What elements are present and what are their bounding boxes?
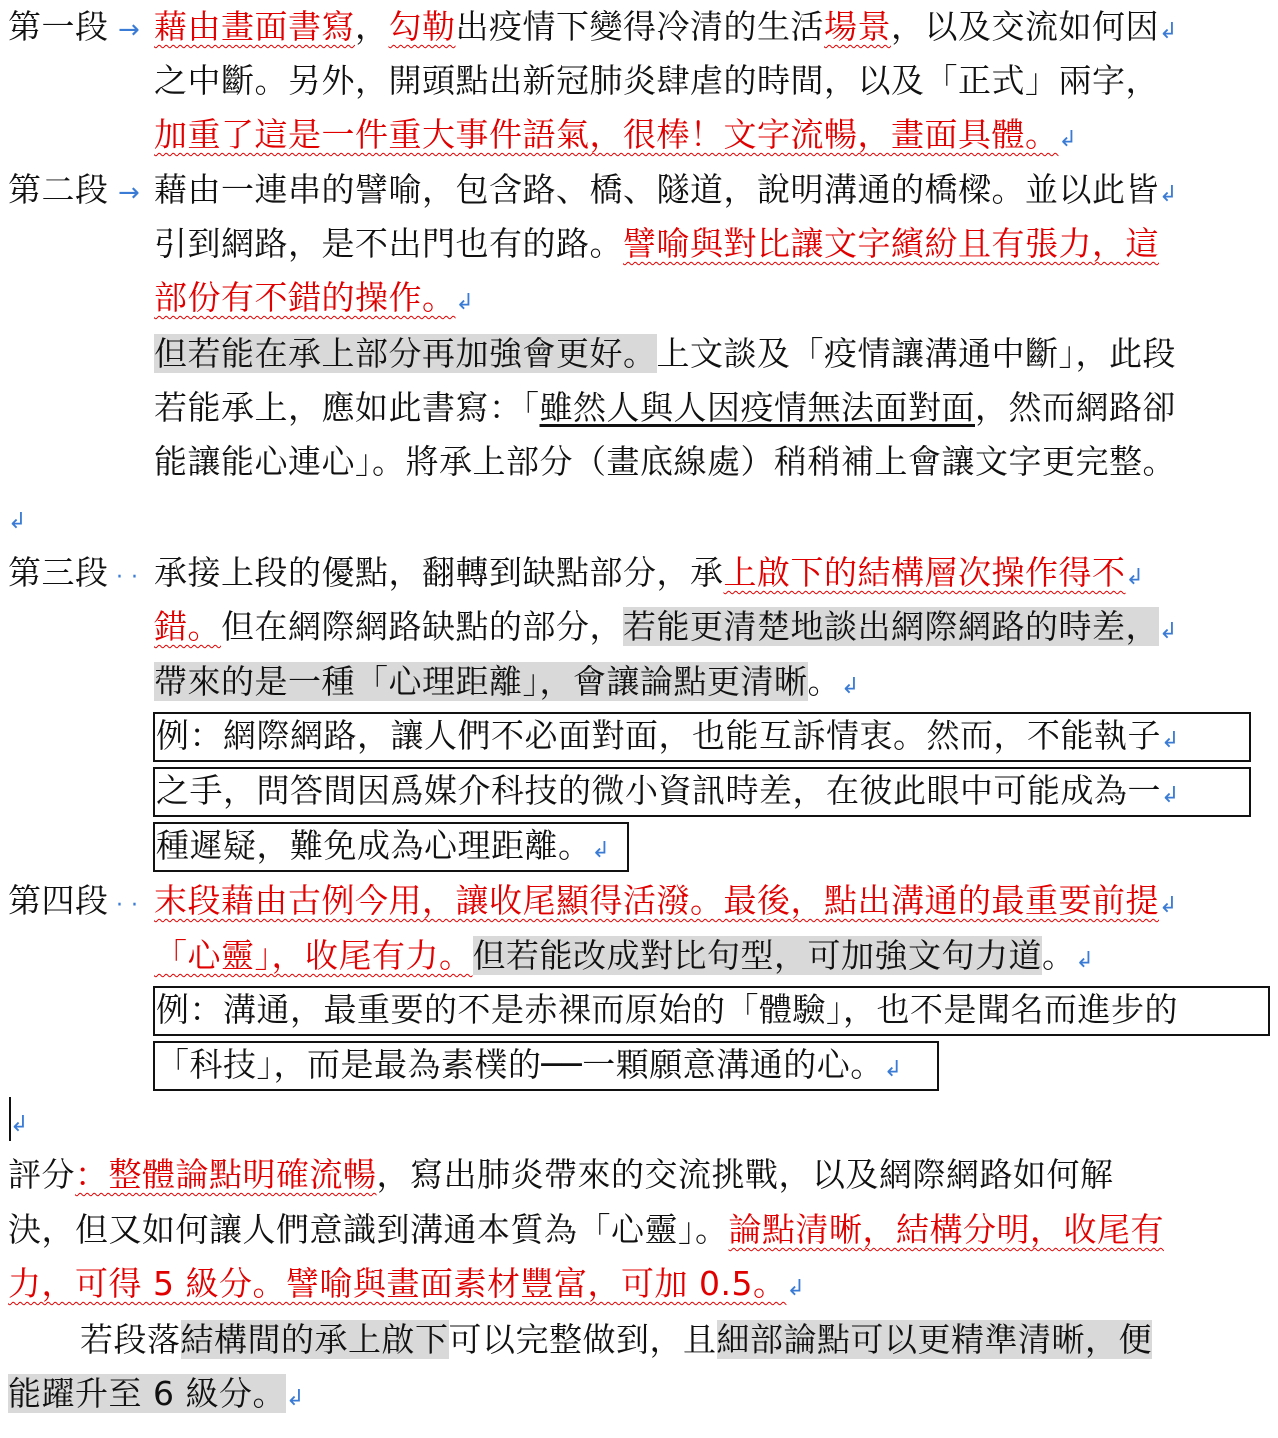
paragraph-mark-icon: ↲ bbox=[1159, 893, 1178, 918]
score-text-1: ，寫出肺炎帶來的交流挑戰，以及網際網路如何解 bbox=[376, 1155, 1114, 1194]
score-line-4 bbox=[80, 1313, 1152, 1367]
p3-line-3 bbox=[154, 655, 860, 709]
p4-comment-2: 「心靈」，收尾有力。 bbox=[154, 936, 473, 975]
p1-text-1: ， bbox=[355, 7, 389, 46]
p3-line-2 bbox=[154, 600, 1178, 654]
p2-label: 第二段 bbox=[8, 170, 109, 209]
p3-highlight-2: 帶來的是一種「心理距離」，會讓論點更清晰 bbox=[154, 662, 808, 701]
p2-text-2: 引到網路，是不出門也有的路。 bbox=[154, 224, 623, 263]
p2-text-6: 能讓能心連心」。將承上部分（畫底線處）稍稍補上會讓文字更完整。 bbox=[154, 442, 1176, 481]
p3-example-text-1: 例：網際網路，讓人們不必面對面，也能互訴情衷。然而，不能執子 bbox=[156, 716, 1161, 755]
p2-comment-1: 譬喻與對比讓文字繽紛且有張力，這 bbox=[623, 224, 1159, 263]
p2-underlined-text: 雖然人與人因疫情無法面對面 bbox=[539, 388, 975, 427]
p3-text-2: 但在網際網路缺點的部分， bbox=[221, 607, 623, 646]
paragraph-mark-icon: ↲ bbox=[1159, 182, 1178, 207]
paragraph-mark-icon: ↲ bbox=[841, 674, 860, 699]
p2-arrow-wrap bbox=[118, 163, 140, 217]
p3-comment-1: 上啟下的結構層次操作得不 bbox=[723, 553, 1126, 592]
paragraph-mark-icon: ↲ bbox=[1159, 619, 1178, 644]
p2-text-1: 藉由一連串的譬喻，包含路、橋、隧道，說明溝通的橋樑。並以此皆 bbox=[154, 170, 1159, 209]
p1-comment-2: 勾勒 bbox=[388, 7, 456, 46]
p4-example-line-2 bbox=[156, 1038, 903, 1092]
p3-comment-2: 錯。 bbox=[154, 607, 221, 646]
p4-dots-wrap bbox=[116, 874, 138, 928]
paragraph-mark-icon: ↲ bbox=[786, 1276, 806, 1301]
p4-example-text-2: 「科技」，而是最為素樸的──一顆願意溝通的心。 bbox=[156, 1045, 884, 1084]
p4-example-line-1 bbox=[156, 983, 1178, 1037]
paragraph-mark-icon: ↲ bbox=[1161, 783, 1180, 808]
p4-line-1-text bbox=[154, 874, 1178, 928]
p1-arrow-wrap bbox=[118, 0, 140, 54]
paragraph-mark-icon: ↲ bbox=[1075, 948, 1095, 973]
paragraph-mark-icon: ↲ bbox=[1125, 565, 1145, 590]
empty-line-1 bbox=[8, 490, 27, 544]
score-text-2: 決，但又如何讓人們意識到溝通本質為「心靈」。 bbox=[8, 1210, 729, 1249]
paragraph-mark-icon: ↲ bbox=[10, 1112, 29, 1137]
p2-text-5: ，然而網路卻 bbox=[975, 388, 1176, 427]
p3-example-text-3: 種遲疑，難免成為心理距離。 bbox=[156, 826, 592, 865]
score-text-3: 若段落 bbox=[80, 1320, 181, 1359]
p1-line-3 bbox=[154, 108, 1077, 162]
p1-comment-1: 藉由畫面書寫 bbox=[154, 7, 355, 46]
p1-line-1-text bbox=[154, 0, 1178, 54]
p1-comment-3: 場景 bbox=[824, 7, 891, 46]
score-line-3 bbox=[8, 1257, 805, 1311]
paragraph-mark-icon: ↲ bbox=[1058, 127, 1078, 152]
score-comment-3: 力，可得 5 級分。譬喻與畫面素材豐富，可加 0.5。 bbox=[8, 1264, 787, 1303]
p3-example-line-3 bbox=[156, 819, 610, 873]
paragraph-mark-icon: ↲ bbox=[1159, 19, 1178, 44]
p2-line-3 bbox=[154, 271, 474, 325]
p2-text-3: 上文談及「疫情讓溝通中斷」，此段 bbox=[656, 334, 1176, 373]
p1-label: 第一段 bbox=[8, 7, 109, 46]
p3-example-line-1 bbox=[156, 709, 1180, 763]
score-highlight-2: 細部論點可以更精準清晰，便 bbox=[716, 1320, 1152, 1359]
score-highlight-1: 結構間的承上啟下 bbox=[180, 1320, 449, 1359]
p1-text-3: ，以及交流如何因 bbox=[891, 7, 1159, 46]
paragraph-mark-icon: ↲ bbox=[1161, 728, 1180, 753]
p2-comment-2: 部份有不錯的操作。 bbox=[154, 278, 456, 317]
space-dots-icon: · · bbox=[116, 565, 139, 590]
score-line-1 bbox=[8, 1148, 1114, 1202]
paragraph-mark-icon: ↲ bbox=[285, 1386, 305, 1411]
score-comment-1: ：整體論點明確流暢 bbox=[75, 1155, 377, 1194]
p3-label: 第三段 bbox=[8, 553, 109, 592]
p4-label: 第四段 bbox=[8, 881, 109, 920]
p3-example-text-2: 之手，問答間因爲媒介科技的微小資訊時差，在彼此眼中可能成為一 bbox=[156, 771, 1161, 810]
score-label: 評分 bbox=[8, 1155, 75, 1194]
p3-dots-wrap bbox=[116, 546, 138, 600]
p4-example-text-1: 例：溝通，最重要的不是赤裸而原始的「體驗」，也不是聞名而進步的 bbox=[156, 990, 1178, 1029]
score-line-2 bbox=[8, 1203, 1164, 1257]
p1-text-2: 出疫情下變得冷清的生活 bbox=[455, 7, 824, 46]
paragraph-mark-icon: ↲ bbox=[883, 1057, 903, 1082]
p1-text-4: 之中斷。另外，開頭點出新冠肺炎肆虐的時間，以及「正式」兩字， bbox=[154, 61, 1159, 100]
p4-comment-1: 末段藉由古例今用，讓收尾顯得活潑。最後，點出溝通的最重要前提 bbox=[154, 881, 1159, 920]
p4-highlight-1: 但若能改成對比句型，可加強文句力道 bbox=[472, 936, 1042, 975]
paragraph-mark-icon: ↲ bbox=[591, 838, 611, 863]
score-text-4: 可以完整做到，且 bbox=[448, 1320, 717, 1359]
p1-comment-4: 加重了這是一件重大事件語氣，很棒！文字流暢，畫面具體。 bbox=[154, 115, 1059, 154]
space-dots-icon: · · bbox=[116, 893, 139, 918]
p1-line-2 bbox=[154, 54, 1159, 108]
paragraph-mark-icon: ↲ bbox=[8, 509, 27, 534]
paragraph-mark-icon: ↲ bbox=[455, 290, 475, 315]
p2-highlight-1: 但若能在承上部分再加強會更好。 bbox=[154, 334, 657, 373]
tab-arrow-icon: → bbox=[118, 178, 141, 208]
p2-line-4 bbox=[154, 327, 1176, 381]
p3-highlight-1: 若能更清楚地談出網際網路的時差， bbox=[623, 607, 1159, 646]
empty-line-2 bbox=[10, 1093, 29, 1147]
score-highlight-3: 能躍升至 6 級分。 bbox=[8, 1374, 286, 1413]
score-comment-2: 論點清晰，結構分明，收尾有 bbox=[728, 1210, 1164, 1249]
p3-text-1: 承接上段的優點，翻轉到缺點部分，承 bbox=[154, 553, 724, 592]
p2-line-5 bbox=[154, 381, 1176, 435]
p2-line-2 bbox=[154, 217, 1159, 271]
tab-arrow-icon: → bbox=[118, 15, 141, 45]
p3-line-1-text bbox=[154, 546, 1144, 600]
p4-text-1: 。 bbox=[1042, 936, 1076, 975]
p2-line-6 bbox=[154, 435, 1176, 489]
p2-text-4: 若能承上，應如此書寫：「 bbox=[154, 388, 540, 427]
score-line-5 bbox=[8, 1367, 305, 1421]
p3-text-3: 。 bbox=[807, 662, 841, 701]
p3-example-line-2 bbox=[156, 764, 1180, 818]
p2-line-1-text bbox=[154, 163, 1178, 217]
p4-line-2 bbox=[154, 929, 1094, 983]
